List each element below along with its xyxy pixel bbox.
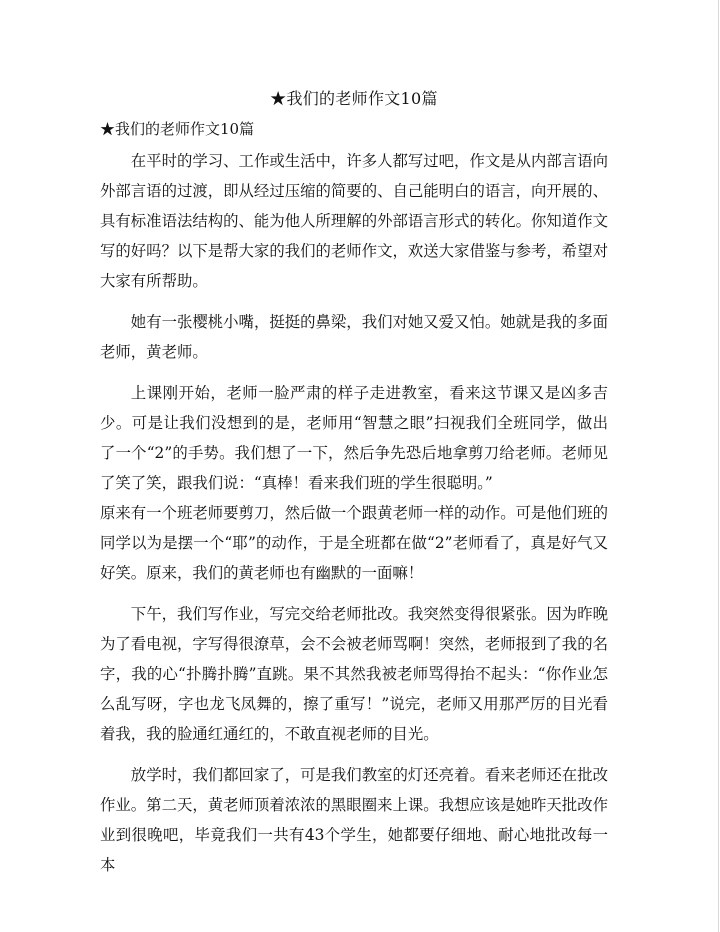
- paragraph-description: 她有一张樱桃小嘴，挺挺的鼻梁，我们对她又爱又怕。她就是我的多面老师，黄老师。: [100, 313, 608, 361]
- document-title: ★我们的老师作文10篇: [270, 89, 438, 108]
- paragraph-class-start: 上课刚开始，老师一脸严肃的样子走进教室，看来这节课又是凶多吉少。可是让我们没想到的是，老师用“智慧之眼”扫视我们全班同学，做出了一个“2”的手势。我们想了一下，然后争先恐后地拿剪刀给老师。老师见了笑了笑，跟我们说：“真棒！看来我们班的学生很聪明。”: [100, 384, 608, 492]
- paragraph-after-school: 放学时，我们都回家了，可是我们教室的灯还亮着。看来老师还在批改作业。第二天，黄老师顶着浓浓的黑眼圈来上课。我想应该是她昨天批改作业到很晚吧，毕竟我们一共有43个学生，她都要仔细地、耐心地批改每一本: [100, 766, 608, 874]
- paragraph-intro: 在平时的学习、工作或生活中，许多人都写过吧，作文是从内部言语向外部言语的过渡，即从经过压缩的简要的、自己能明白的语言，向开展的、具有标准语法结构的、能为他人所理解的外部语言形式的转化。你知道作文写的好吗？以下是帮大家的我们的老师作文，欢送大家借鉴与参考，希望对大家有所帮助。: [100, 152, 608, 290]
- document-subtitle: ★我们的老师作文10篇: [100, 120, 255, 138]
- paragraph-homework: 下午，我们写作业，写完交给老师批改。我突然变得很紧张。因为昨晚为了看电视，字写得很潦草，会不会被老师骂啊！突然，老师报到了我的名字，我的心“扑腾扑腾”直跳。果不其然我被老师骂得抬不起头：“你作业怎么乱写呀，字也龙飞凤舞的，擦了重写！”说完，老师又用那严厉的目光看着我，我的脸通红通红的，不敢直视老师的目光。: [100, 605, 608, 743]
- document-body: [100, 86, 608, 880]
- paragraph-scissors: 原来有一个班老师要剪刀，然后做一个跟黄老师一样的动作。可是他们班的同学以为是摆一个“耶”的动作，于是全班都在做“2”老师看了，真是好气又好笑。原来，我们的黄老师也有幽默的一面嘛！: [100, 504, 608, 582]
